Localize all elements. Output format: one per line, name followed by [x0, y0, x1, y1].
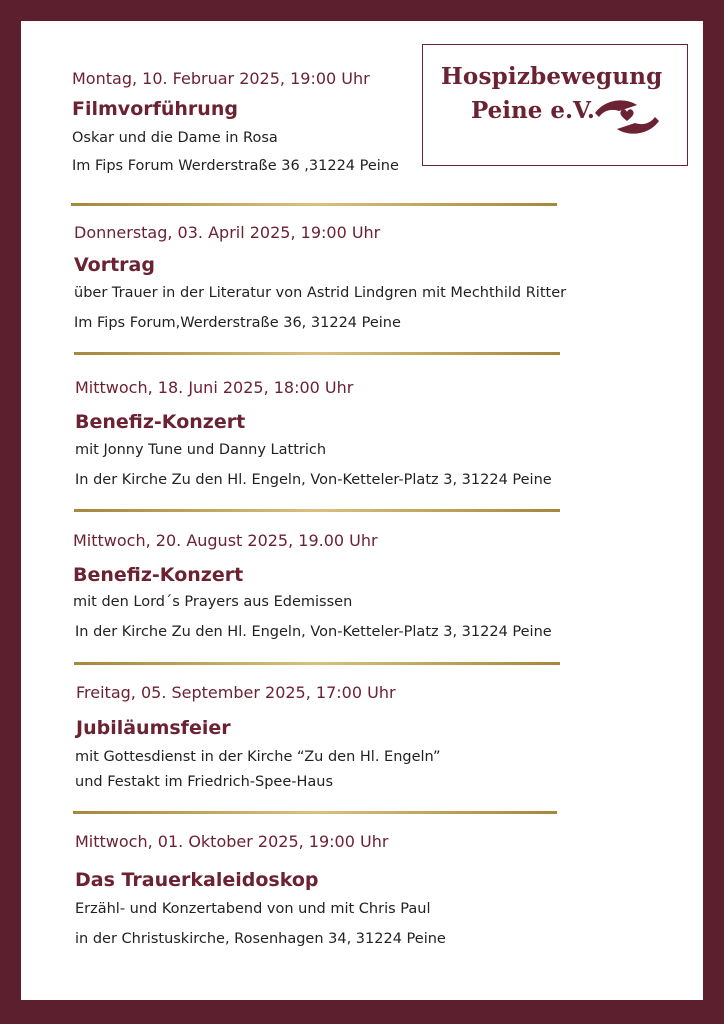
event-description: Erzähl- und Konzertabend von und mit Chris Paul — [75, 901, 431, 917]
event-description: mit Jonny Tune und Danny Lattrich — [75, 442, 327, 458]
event-description: mit Gottesdienst in der Kirche “Zu den Hl. Engeln” — [75, 749, 441, 765]
event-location: In der Kirche Zu den Hl. Engeln, Von-Ketteler-Platz 3, 31224 Peine — [75, 472, 552, 488]
event-date: Freitag, 05. September 2025, 17:00 Uhr — [76, 683, 396, 702]
event-location: Im Fips Forum Werderstraße 36 ,31224 Peine — [72, 158, 399, 174]
event-title: Vortrag — [74, 254, 155, 276]
event-date: Mittwoch, 01. Oktober 2025, 19:00 Uhr — [75, 832, 389, 851]
flyer-page — [21, 21, 703, 1000]
event-description: mit den Lord´s Prayers aus Edemissen — [73, 594, 353, 610]
organization-logo — [422, 44, 688, 166]
event-location: in der Christuskirche, Rosenhagen 34, 31224 Peine — [75, 931, 446, 947]
event-title: Benefiz-Konzert — [73, 564, 244, 586]
divider — [71, 203, 557, 206]
event-title: Das Trauerkaleidoskop — [75, 869, 319, 891]
event-title: Jubiläumsfeier — [76, 717, 231, 739]
divider — [74, 352, 560, 355]
divider — [74, 662, 560, 665]
event-date: Donnerstag, 03. April 2025, 19:00 Uhr — [74, 223, 381, 242]
logo-line-1: Hospizbewegung — [441, 63, 663, 90]
divider — [74, 509, 560, 512]
event-location: Im Fips Forum,Werderstraße 36, 31224 Peine — [74, 315, 401, 331]
divider — [73, 811, 557, 814]
event-description: über Trauer in der Literatur von Astrid Lindgren mit Mechthild Ritter — [74, 285, 567, 301]
hands-heart-icon — [591, 95, 663, 139]
event-title: Filmvorführung — [72, 98, 238, 120]
event-location: In der Kirche Zu den Hl. Engeln, Von-Ketteler-Platz 3, 31224 Peine — [75, 624, 552, 640]
event-date: Mittwoch, 18. Juni 2025, 18:00 Uhr — [75, 378, 354, 397]
logo-line-2: Peine e.V. — [471, 97, 595, 124]
event-title: Benefiz-Konzert — [75, 411, 246, 433]
event-date: Montag, 10. Februar 2025, 19:00 Uhr — [72, 69, 370, 88]
event-date: Mittwoch, 20. August 2025, 19.00 Uhr — [73, 531, 378, 550]
event-description: Oskar und die Dame in Rosa — [72, 130, 278, 146]
event-location: und Festakt im Friedrich-Spee-Haus — [75, 774, 334, 790]
